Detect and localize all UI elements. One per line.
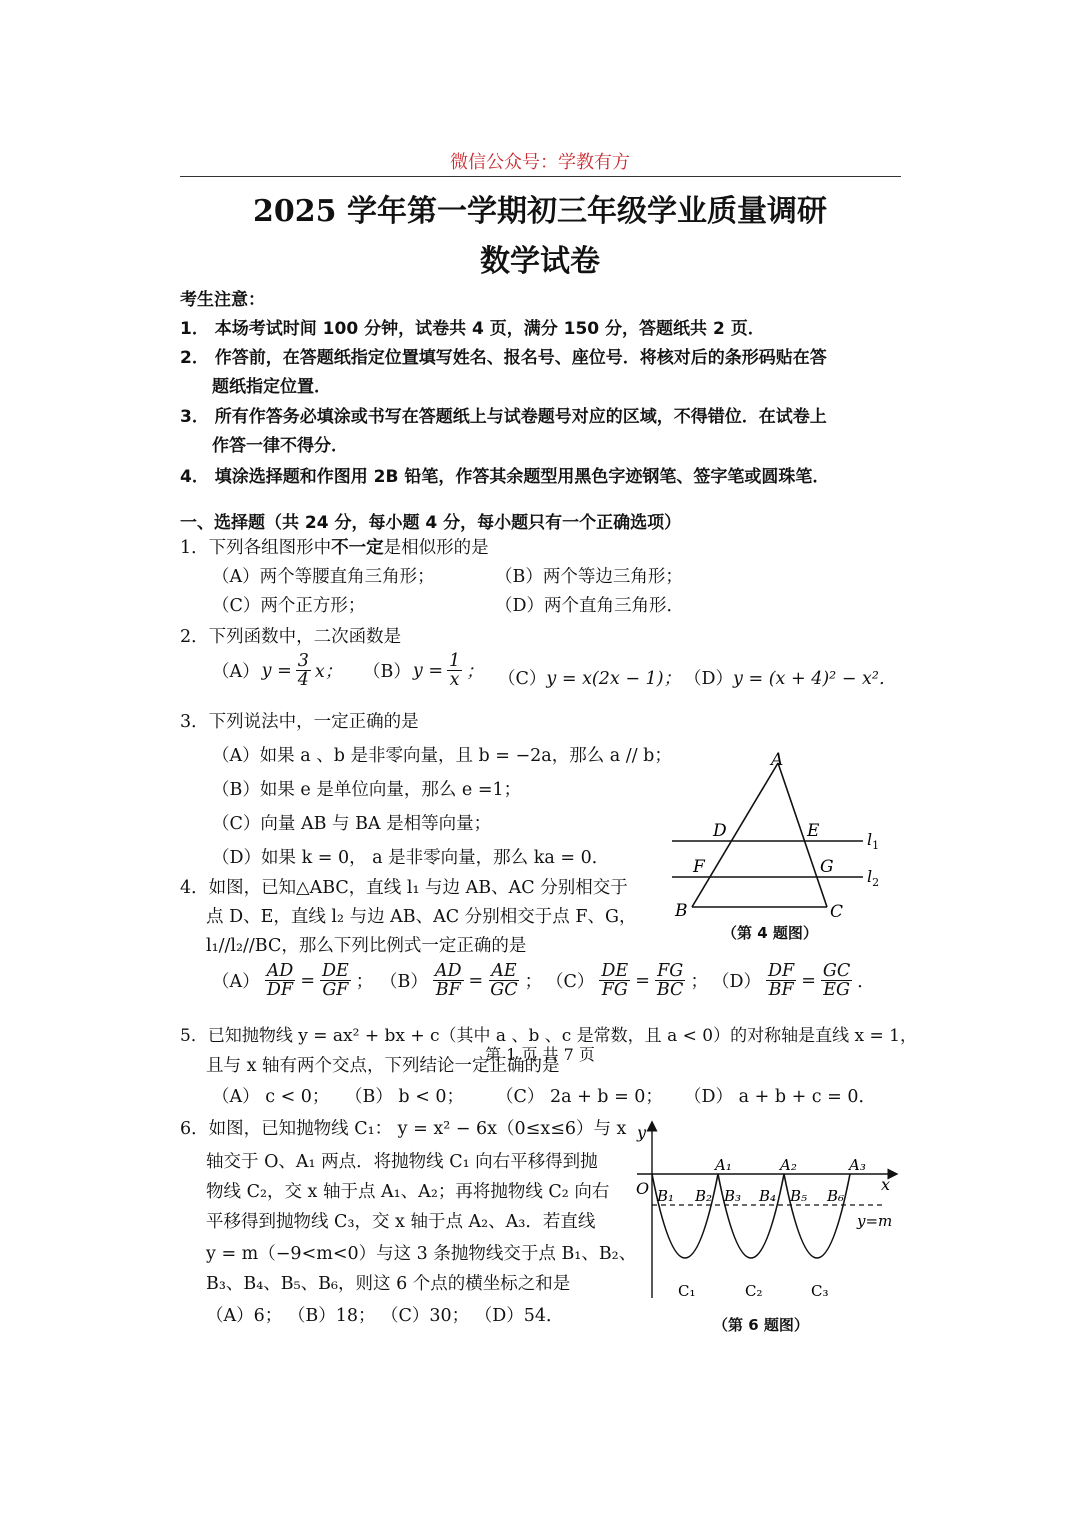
numerator: GC	[822, 961, 851, 981]
label-c2: C₂	[745, 1282, 763, 1300]
label-o: O	[636, 1179, 650, 1198]
note-2b: 题纸指定位置．	[212, 377, 331, 397]
q6-figure	[625, 1118, 905, 1313]
q5-option-d: （D） a + b + c = 0．	[684, 1087, 877, 1107]
q6-line-4: 平移得到抛物线 C₃，交 x 轴于点 A₂、A₃．若直线	[206, 1212, 596, 1232]
question-number: 5．	[180, 1026, 208, 1046]
label-g: G	[820, 857, 834, 877]
denominator: BF	[435, 980, 461, 1001]
q1-stem-emphasis: 不一定	[331, 538, 384, 558]
option-label: （C）	[546, 972, 595, 993]
q4-figure	[665, 745, 895, 945]
page-title: 2025 学年第一学期初三年级学业质量调研	[253, 194, 827, 229]
q6-line-6: B₃、B₄、B₅、B₆，则这 6 个点的横坐标之和是	[206, 1274, 571, 1294]
question-number: 6．	[180, 1119, 209, 1139]
q5-option-c: （C） 2a + b = 0；	[496, 1087, 663, 1107]
numerator: DE	[601, 961, 629, 981]
fraction	[265, 962, 296, 1000]
q5-line-2: 且与 x 轴有两个交点，下列结论一定正确的是	[206, 1056, 560, 1076]
fraction	[433, 962, 464, 1000]
numerator: AD	[434, 961, 462, 981]
question-4	[180, 874, 628, 899]
note-1: 1． 本场考试时间 100 分钟，试卷共 4 页，满分 150 分，答题纸共 2 页．	[180, 319, 765, 339]
q3-option-b: （B）如果 e 是单位向量，那么 e =1；	[212, 780, 522, 800]
question-6	[180, 1115, 626, 1140]
q2-option-c	[498, 665, 681, 690]
notes-heading: 考生注意：	[180, 290, 265, 310]
label-b6: B₆	[827, 1187, 845, 1205]
q1-option-b: （B）两个等边三角形；	[495, 567, 683, 587]
note-3b: 作答一律不得分．	[212, 436, 348, 456]
header-rule	[180, 176, 901, 177]
q1-option-a: （A）两个等腰直角三角形；	[212, 567, 435, 587]
label-a1: A₁	[715, 1156, 732, 1174]
label-b: B	[675, 901, 688, 921]
denominator: DF	[266, 980, 294, 1001]
q6-line-3: 物线 C₂，交 x 轴于点 A₁、A₂；再将抛物线 C₂ 向右	[206, 1182, 610, 1202]
label-b1: B₁	[657, 1187, 675, 1205]
label-e: E	[807, 821, 820, 841]
q4-line-1: 如图，已知△ABC，直线 l₁ 与边 AB、AC 分别相交于	[208, 878, 628, 898]
section-heading: 一、选择题（共 24 分，每小题 4 分，每小题只有一个正确选项）	[180, 513, 682, 533]
question-number: 3．	[180, 712, 209, 732]
page-number: 第 1 页 共 7 页	[485, 1045, 595, 1064]
denominator: GC	[490, 980, 518, 1001]
separator: ．	[857, 972, 875, 993]
option-label: （A）	[212, 972, 260, 993]
label-a: A	[771, 750, 784, 770]
triangle-side-ac	[778, 763, 827, 907]
equals: =	[300, 970, 315, 991]
q6-line-2: 轴交于 O、A₁ 两点．将抛物线 C₁ 向右平移得到抛	[206, 1152, 598, 1172]
fraction	[447, 652, 462, 690]
note-2a: 2． 作答前，在答题纸指定位置填写姓名、报名号、座位号．将核对后的条形码贴在答	[180, 348, 827, 368]
numerator: 3	[297, 651, 309, 671]
numerator: DF	[768, 961, 795, 981]
denominator: FG	[601, 980, 628, 1001]
equals: =	[635, 970, 650, 991]
label-y: y	[637, 1123, 647, 1142]
q4-line-2: 点 D、E，直线 l₂ 与边 AB、AC 分别相交于点 F、G，	[206, 907, 637, 927]
label-c1: C₁	[678, 1282, 696, 1300]
note-3a: 3． 所有作答务必填涂或书写在答题纸上与试卷题号对应的区域，不得错位．在试卷上	[180, 407, 827, 427]
label-d: D	[713, 821, 727, 841]
label-c: C	[830, 902, 844, 922]
question-3	[180, 708, 419, 733]
fraction	[488, 962, 519, 1000]
q3-option-c: （C）向量 AB 与 BA 是相等向量；	[212, 814, 492, 834]
expr: y =	[412, 660, 443, 681]
label-f: F	[693, 857, 705, 877]
label-c3: C₃	[811, 1282, 829, 1300]
q1-stem-a: 下列各组图形中	[208, 538, 332, 558]
q4-figure-caption: （第 4 题图）	[722, 924, 818, 942]
q3-stem: 下列说法中，一定正确的是	[208, 712, 419, 732]
label-l2-sub: 2	[872, 876, 880, 889]
q4-line-3: l₁//l₂//BC，那么下列比例式一定正确的是	[206, 936, 527, 956]
label-b3: B₃	[724, 1187, 742, 1205]
denominator: BC	[656, 980, 684, 1001]
q3-option-d: （D）如果 k = 0， a 是非零向量，那么 ka = 0．	[212, 848, 610, 868]
question-number: 4．	[180, 878, 209, 898]
separator: ；	[524, 972, 543, 993]
triangle-side-ab	[692, 763, 778, 907]
label-a3: A₃	[849, 1156, 866, 1174]
numerator: DE	[321, 961, 349, 981]
equals: =	[801, 970, 816, 991]
option-label: （B）	[380, 972, 428, 993]
label-a2: A₂	[780, 1156, 797, 1174]
q5-line-1: 已知抛物线 y = ax² + bx + c（其中 a 、b 、c 是常数，且 a < 0）的对称轴是直线 x = 1，	[207, 1026, 917, 1046]
q4-option-d	[712, 962, 875, 1000]
numerator: FG	[657, 961, 684, 981]
q2-option-b	[363, 652, 484, 690]
q6-options: （A）6； （B）18； （C）30； （D）54．	[206, 1306, 564, 1326]
denominator: EG	[823, 980, 850, 1001]
fraction	[296, 652, 311, 690]
fraction	[821, 962, 852, 1000]
label-l2	[867, 867, 879, 889]
expr: y =	[261, 660, 292, 681]
label-y-m: y=m	[857, 1212, 893, 1230]
page-subtitle: 数学试卷	[480, 244, 600, 279]
option-label: （A）	[212, 662, 260, 683]
equals: =	[468, 970, 484, 991]
option-label: （B）	[363, 662, 411, 683]
question-1	[180, 534, 489, 559]
expr: y = x(2x − 1)；	[546, 669, 682, 689]
q6-line-5: y = m（−9<m<0）与这 3 条抛物线交于点 B₁、B₂、	[206, 1244, 637, 1264]
q4-option-c	[546, 962, 708, 1000]
q2-option-a	[212, 652, 342, 690]
label-x: x	[881, 1175, 891, 1194]
q2-option-d	[684, 665, 896, 690]
denominator: x	[449, 670, 460, 691]
expr: y = (x + 4)² − x²．	[733, 669, 897, 689]
separator: ；	[355, 972, 374, 993]
q4-option-b	[380, 962, 542, 1000]
denominator: BF	[768, 980, 794, 1001]
question-number: 1．	[180, 538, 209, 558]
option-label: （D）	[712, 972, 762, 993]
q6-line-1: 如图，已知抛物线 C₁： y = x² − 6x（0≤x≤6）与 x	[208, 1119, 627, 1139]
header-source: 微信公众号：学教有方	[450, 152, 630, 173]
question-2	[180, 623, 401, 648]
label-l2-base: l	[867, 867, 873, 886]
q1-option-d: （D）两个直角三角形．	[495, 596, 685, 616]
q5-option-b: （B） b < 0；	[345, 1087, 465, 1107]
expr: ；	[466, 662, 484, 683]
q2-stem: 下列函数中，二次函数是	[208, 627, 402, 647]
label-b5: B₅	[790, 1187, 808, 1205]
numerator: 1	[449, 651, 461, 671]
label-b4: B₄	[759, 1187, 777, 1205]
fraction	[599, 962, 630, 1000]
q1-option-c: （C）两个正方形；	[212, 596, 366, 616]
q5-option-a: （A） c < 0；	[212, 1087, 330, 1107]
fraction	[320, 962, 351, 1000]
q4-option-a	[212, 962, 373, 1000]
option-label: （D）	[684, 669, 734, 689]
separator: ；	[690, 972, 708, 993]
fraction	[766, 962, 796, 1000]
fraction	[655, 962, 686, 1000]
expr: x；	[314, 662, 343, 683]
q3-option-a: （A）如果 a 、b 是非零向量，且 b = −2a，那么 a // b；	[212, 746, 672, 766]
denominator: 4	[297, 670, 309, 691]
question-number: 2．	[180, 627, 209, 647]
denominator: GF	[322, 980, 349, 1001]
q1-stem-b: 是相似形的是	[383, 538, 489, 558]
note-4: 4． 填涂选择题和作图用 2B 铅笔，作答其余题型用黑色字迹钢笔、签字笔或圆珠笔．	[180, 467, 830, 487]
label-l1	[867, 830, 879, 852]
label-l1-sub: 1	[872, 839, 880, 852]
label-b2: B₂	[695, 1187, 713, 1205]
label-l1-base: l	[867, 830, 873, 849]
numerator: AD	[266, 961, 294, 981]
option-label: （C）	[498, 669, 547, 689]
q6-figure-caption: （第 6 题图）	[713, 1316, 809, 1334]
numerator: AE	[491, 961, 517, 981]
